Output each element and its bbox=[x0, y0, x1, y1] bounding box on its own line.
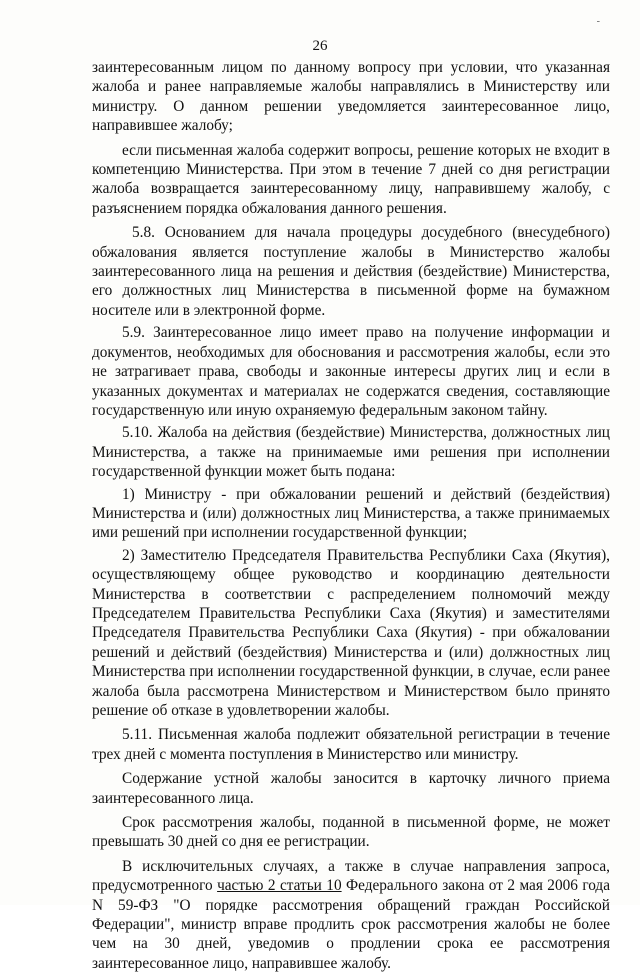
law-reference-link[interactable]: частью 2 статьи 10 bbox=[217, 877, 342, 895]
exceptional-cases-text-end: Федерального закона от 2 мая 2006 года N 59-ФЗ "О порядке рассмотрения обращений граждан Российской Федерации", министр вправе продлить срок рассмотрения жалобы не более чем на 30 дней, уведомив о продлении срока ее рассмотрения заинтересованное лицо, направившее жалобу. bbox=[92, 877, 610, 972]
paragraph-5-11: 5.11. Письменная жалоба подлежит обязательной регистрации в течение трех дней с момента поступления в Министерство или министру. bbox=[92, 726, 610, 763]
exceptional-cases-text-start: В исключительных случаях, а также в случае направления запроса, предусмотренного bbox=[92, 857, 610, 895]
paragraph-5-9: 5.9. Заинтересованное лицо имеет право на получение информации и документов, необходимых для обоснования и рассмотрения жалобы, если это не затрагивает права, свободы и законные интересы других лиц и если в указанных документах и материалах не содержатся сведения, составляющие государственную или иную охраняемую федеральным законом тайну. bbox=[92, 324, 610, 419]
paragraph-item-1: 1) Министру - при обжаловании решений и действий (бездействия) Министерства и (или) должностных лиц Министерства, а также принимаемых ими решений при исполнении государственной функции; bbox=[92, 485, 610, 542]
paragraph-exceptional-cases bbox=[92, 857, 610, 973]
paragraph-5-8: 5.8. Основанием для начала процедуры досудебного (внесудебного) обжалования является поступление жалобы в Министерство жалобы заинтересованного лица на решения и действия (бездействие) Министерства, его должностных лиц Министерства в письменной форме на бумажном носителе или в электронной форме. bbox=[92, 224, 610, 319]
corner-mark: - bbox=[596, 16, 600, 27]
paragraph-review-period: Срок рассмотрения жалобы, поданной в письменной форме, не может превышать 30 дней со дня ее регистрации. bbox=[92, 814, 610, 851]
paragraph-continuation: заинтересованным лицом по данному вопросу при условии, что указанная жалоба и ранее направляемые жалобы направлялись в Министерству или министру. О данном решении уведомляется заинтересованное лицо, направившее жалобу; bbox=[92, 59, 610, 135]
page-number: 26 bbox=[312, 38, 328, 54]
paragraph-competence: если письменная жалоба содержит вопросы, решение которых не входит в компетенцию Министерства. При этом в течение 7 дней со дня регистрации жалоба возвращается заинтересованному лицу, направившему жалобу, с разъяснением порядка обжалования данного решения. bbox=[92, 141, 610, 217]
paragraph-5-10: 5.10. Жалоба на действия (бездействие) Министерства, должностных лиц Министерства, а также на принимаемые ими решения при исполнении государственной функции может быть подана: bbox=[92, 424, 610, 481]
document-body bbox=[92, 58, 610, 976]
paragraph-oral-complaint: Содержание устной жалобы заносится в карточку личного приема заинтересованного лица. bbox=[92, 770, 610, 807]
paragraph-item-2: 2) Заместителю Председателя Правительства Республики Саха (Якутия), осуществляющему общее руководство и координацию деятельности Министерства в соответствии с распределением полномочий между Председателем Правительства Республики Саха (Якутия) и заместителями Председателя Правительства Республики Саха (Якутия) - при обжаловании решений и действий (бездействия) Министерства и (или) должностных лиц Министерства при исполнении государственной функции, в случае, если ранее жалоба была рассмотрена Министерством и Министерством было принято решение об отказе в удовлетворении жалобы. bbox=[92, 546, 610, 719]
